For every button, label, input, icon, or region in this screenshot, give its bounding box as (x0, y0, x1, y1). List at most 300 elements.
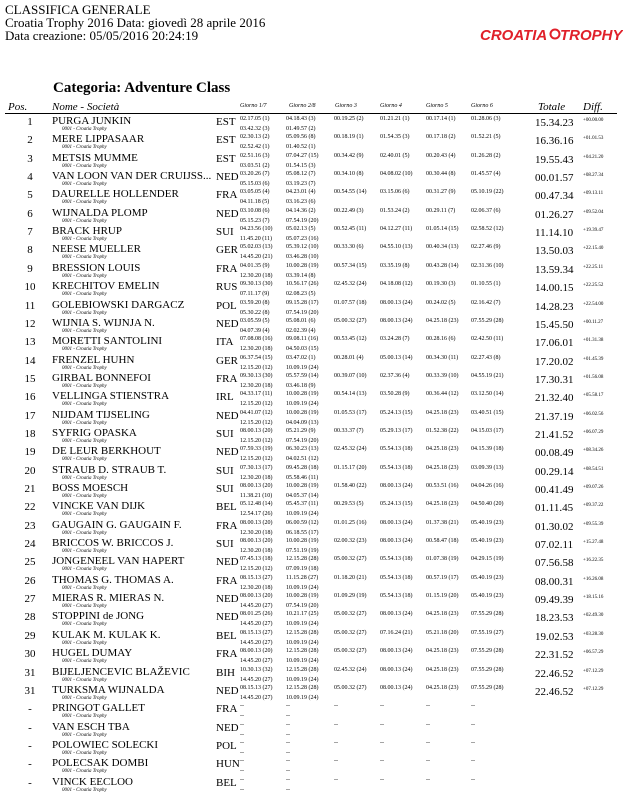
time-diff: +22.25.52 (583, 283, 604, 289)
split-time-d5: 05.21.18 (20) (426, 629, 459, 636)
country-code: EST (216, 134, 236, 147)
split-time-d1b: 04.11.18 (5) (240, 199, 270, 206)
total-time: 00.01.57 (535, 172, 574, 185)
team-name: GAUGAIN G. GAUGAIN F. (52, 518, 182, 531)
club-name: 0001 - Croatia Trophy (62, 218, 107, 224)
split-time-d2a: 12.15.28 (28) (286, 556, 319, 563)
split-time-d2a: -- (286, 703, 290, 710)
country-code: EST (216, 116, 236, 128)
col-day1: Giorno 1/7 (240, 103, 267, 109)
split-time-d1a: -- (240, 739, 244, 746)
country-code: FRA (216, 703, 238, 716)
split-time-d2a: 10.00.28 (19) (286, 391, 319, 398)
split-time-d1a: 08.15.13 (27) (240, 684, 273, 691)
total-time: 14.28.23 (535, 300, 574, 313)
club-name: 0001 - Croatia Trophy (62, 549, 107, 555)
team-name: BIJELJENCEVIC BLAŽEVIC (52, 665, 190, 678)
split-time-d1b: 12.15.20 (12) (240, 437, 273, 444)
split-time-d5: 00.30.44 (8) (426, 171, 456, 178)
split-time-d6: -- (471, 739, 475, 746)
country-code: EST (216, 152, 236, 165)
split-time-d5: 04.25.18 (23) (426, 684, 459, 691)
table-row (0, 721, 623, 741)
time-diff: +00.11.27 (583, 319, 604, 325)
col-day6: Giorno 6 (471, 103, 493, 109)
split-time-d5: 04.25.18 (23) (426, 666, 459, 673)
creation-date: Data creazione: 05/05/2016 20:24:19 (5, 28, 199, 43)
country-code: NED (216, 317, 239, 330)
split-time-d1b: 12.15.20 (12) (240, 566, 273, 573)
split-time-d6: -- (471, 721, 475, 728)
split-time-d1a: 08.00.13 (20) (240, 483, 273, 489)
club-name: 0001 - Croatia Trophy (62, 769, 107, 775)
total-time: 21.32.40 (535, 392, 574, 405)
position: 9 (27, 262, 33, 275)
position: 10 (24, 281, 36, 294)
split-time-d3: 00.34.10 (8) (334, 171, 364, 178)
country-code: FRA (216, 262, 238, 275)
split-time-d2a: 12.15.28 (28) (286, 684, 319, 691)
split-time-d1b: -- (240, 768, 244, 775)
split-time-d1b: 07.11.17 (9) (240, 291, 270, 298)
split-time-d2b: 07.54.19 (20) (286, 437, 319, 444)
table-row (0, 354, 623, 374)
table-row (0, 225, 623, 245)
split-time-d1a: 07.45.13 (18) (240, 556, 273, 563)
position: 24 (24, 538, 36, 551)
split-time-d6: 02.42.50 (11) (471, 336, 504, 343)
time-diff: +01.56.08 (583, 374, 604, 380)
time-diff: +06.57.29 (583, 650, 604, 656)
split-time-d6: -- (471, 703, 475, 710)
report-title: CLASSIFICA GENERALE (5, 2, 151, 17)
split-time-d2a: 06.30.23 (13) (286, 446, 319, 453)
split-time-d2b: 02.08.23 (5) (286, 291, 316, 298)
split-time-d2b: -- (286, 713, 290, 720)
country-code: FRA (216, 574, 238, 587)
table-row (0, 152, 623, 172)
split-time-d1a: 03.10.08 (6) (240, 207, 270, 214)
split-time-d1a: -- (240, 758, 244, 765)
report-header (5, 3, 265, 42)
split-time-d2a: 09.08.11 (16) (286, 336, 319, 343)
position: 2 (27, 134, 33, 147)
split-time-d2b: 10.09.19 (24) (286, 621, 319, 628)
split-time-d1a: 03.05.05 (4) (240, 189, 270, 196)
table-row (0, 519, 623, 539)
total-time: 21.41.52 (535, 428, 574, 441)
split-time-d5: -- (426, 703, 430, 710)
split-time-d2a: -- (286, 776, 290, 783)
split-time-d1a: 03.05.59 (5) (240, 317, 270, 324)
position: 13 (24, 336, 36, 349)
split-time-d1a: 08.15.13 (27) (240, 629, 273, 636)
split-time-d6: 05.40.19 (23) (471, 538, 504, 545)
split-time-d6: 05.40.19 (23) (471, 519, 504, 526)
split-time-d4: 05.54.13 (18) (380, 464, 413, 471)
country-code: SUI (216, 427, 234, 440)
club-name: 0001 - Croatia Trophy (62, 237, 107, 243)
split-time-d6: 01.28.06 (3) (471, 116, 501, 122)
club-name: 0001 - Croatia Trophy (62, 677, 107, 683)
split-time-d2a: 05.57.59 (14) (286, 372, 319, 379)
split-time-d3: 02.00.32 (23) (334, 538, 367, 545)
country-code: SUI (216, 483, 234, 495)
position: 28 (24, 611, 36, 624)
split-time-d1b: 04.07.39 (4) (240, 327, 270, 334)
position: 14 (24, 354, 36, 367)
split-time-d1a: 03.20.26 (7) (240, 171, 270, 178)
split-time-d1a: -- (240, 703, 244, 710)
split-time-d2a: 12.15.28 (28) (286, 648, 319, 655)
total-time: 18.23.53 (535, 612, 574, 625)
club-name: 0001 - Croatia Trophy (62, 475, 107, 481)
split-time-d2a: 07.04.27 (15) (286, 152, 319, 159)
split-time-d5: 01.07.38 (19) (426, 556, 459, 563)
table-row (0, 629, 623, 649)
team-name: BRACK HRUP (52, 225, 122, 238)
split-time-d2b: 04.04.09 (13) (286, 419, 319, 426)
split-time-d1b: -- (240, 731, 244, 738)
country-code: NED (216, 446, 239, 459)
split-time-d4: 03.35.19 (8) (380, 262, 410, 269)
split-time-d2a: 12.15.28 (28) (286, 666, 319, 673)
split-time-d6: 07.55.29 (28) (471, 648, 504, 655)
split-time-d4: -- (380, 758, 384, 765)
split-time-d1a: 07.30.13 (17) (240, 464, 273, 471)
split-time-d6: 02.16.42 (7) (471, 299, 501, 306)
split-time-d3: 00.19.25 (2) (334, 116, 364, 122)
split-time-d2b: 05.07.23 (16) (286, 236, 319, 243)
total-time: 00.29.14 (535, 465, 574, 478)
split-time-d2b: 10.09.19 (24) (286, 584, 319, 591)
split-time-d6: 04.55.19 (21) (471, 372, 504, 379)
split-time-d1b: 14.45.20 (27) (240, 603, 273, 610)
split-time-d1b: 12.15.20 (12) (240, 419, 273, 426)
position: 31 (24, 666, 36, 679)
split-time-d4: 08.00.13 (24) (380, 519, 413, 526)
time-diff: +01.01.53 (583, 136, 604, 142)
split-time-d5: 00.33.39 (10) (426, 372, 459, 379)
split-time-d1a: 08.01.25 (26) (240, 611, 273, 618)
split-time-d6: 04.50.40 (20) (471, 501, 504, 508)
position: 30 (24, 648, 36, 661)
country-code: NED (216, 207, 239, 220)
team-name: VAN LOON VAN DER CRUIJSS... (52, 170, 212, 183)
split-time-d1b: 03.42.32 (3) (240, 126, 270, 132)
split-time-d2a: 10.00.28 (19) (286, 538, 319, 545)
split-time-d2b: 01.49.57 (2) (286, 126, 316, 132)
split-time-d1b: -- (240, 713, 244, 720)
table-row (0, 115, 623, 135)
table-row (0, 170, 623, 190)
split-time-d1b: -- (240, 749, 244, 756)
table-row (0, 574, 623, 594)
split-time-d4: 03.50.28 (9) (380, 391, 410, 398)
split-time-d2b: 03.39.14 (8) (286, 272, 316, 279)
split-time-d3: 02.45.32 (24) (334, 446, 367, 453)
split-time-d5: 00.53.51 (16) (426, 483, 459, 489)
table-row (0, 409, 623, 429)
position: 1 (27, 116, 33, 128)
total-time: 21.37.19 (535, 410, 574, 423)
split-time-d2b: 03.46.28 (10) (286, 254, 319, 261)
club-name: 0001 - Croatia Trophy (62, 567, 107, 573)
split-time-d6: 02.06.37 (6) (471, 207, 501, 214)
table-row (0, 390, 623, 410)
table-row (0, 482, 623, 502)
team-name: THOMAS G. THOMAS A. (52, 573, 174, 586)
split-time-d4: -- (380, 703, 384, 710)
position: 29 (24, 629, 36, 642)
split-time-d5: 00.31.27 (9) (426, 189, 456, 196)
split-time-d2b: 01.40.52 (1) (286, 144, 316, 151)
split-time-d1a: -- (240, 721, 244, 728)
split-time-d5: 00.20.43 (4) (426, 152, 456, 159)
split-time-d1b: 12.54.17 (26) (240, 511, 273, 518)
time-diff: +09.07.26 (583, 485, 604, 490)
club-name: 0001 - Croatia Trophy (62, 714, 107, 720)
club-name: 0001 - Croatia Trophy (62, 420, 107, 426)
split-time-d3: -- (334, 776, 338, 783)
table-row (0, 702, 623, 722)
time-diff: +07.12.29 (583, 686, 604, 692)
club-name: 0001 - Croatia Trophy (62, 347, 107, 353)
split-time-d1b: 14.45.20 (27) (240, 621, 273, 628)
team-name: JONGENEEL VAN HAPERT (52, 555, 185, 568)
country-code: GER (216, 354, 238, 367)
country-code: SUI (216, 226, 234, 239)
position: 15 (24, 372, 36, 385)
split-time-d1b: 14.45.20 (21) (240, 254, 273, 261)
club-name: 0001 - Croatia Trophy (62, 127, 107, 132)
split-time-d1b: 12.15.20 (12) (240, 364, 273, 371)
time-diff: +08.34.26 (583, 448, 604, 454)
time-diff: +22.54.00 (583, 301, 604, 307)
split-time-d5: 00.34.30 (11) (426, 354, 459, 361)
split-time-d1a: 05.12.48 (14) (240, 501, 273, 508)
table-row (0, 280, 623, 300)
split-time-d2a: 12.15.28 (28) (286, 629, 319, 636)
split-time-d2b: 05.58.46 (11) (286, 474, 319, 481)
split-time-d2a: 04.18.43 (3) (286, 116, 316, 122)
country-code: BEL (216, 629, 237, 642)
club-name: 0001 - Croatia Trophy (62, 163, 107, 169)
split-time-d1a: 08.00.13 (20) (240, 519, 273, 526)
split-time-d2b: 03.19.23 (7) (286, 181, 316, 188)
country-code: FRA (216, 519, 238, 532)
team-name: KULAK M. KULAK K. (52, 628, 161, 641)
split-time-d1b: -- (240, 786, 244, 793)
split-time-d2b: -- (286, 731, 290, 738)
split-time-d3: 00.52.45 (11) (334, 226, 367, 233)
position: 22 (24, 501, 36, 514)
split-time-d2b: 01.54.15 (3) (286, 162, 316, 169)
country-code: SUI (216, 464, 234, 477)
split-time-d3: 00.28.01 (4) (334, 354, 364, 361)
split-time-d3: 01.18.20 (21) (334, 574, 367, 581)
time-diff: +01.31.38 (583, 338, 604, 344)
split-time-d1a: 02.30.13 (2) (240, 134, 270, 141)
position: 8 (27, 244, 33, 257)
club-name: 0001 - Croatia Trophy (62, 494, 107, 499)
split-time-d3: 00.39.07 (10) (334, 372, 367, 379)
split-time-d4: 05.29.13 (17) (380, 427, 413, 434)
split-time-d6: 02.58.52 (12) (471, 226, 504, 233)
team-name: MIERAS R. MIERAS N. (52, 592, 165, 605)
split-time-d1a: 02.51.16 (3) (240, 152, 270, 159)
total-time: 13.50.03 (535, 245, 574, 258)
club-name: 0001 - Croatia Trophy (62, 640, 107, 646)
split-time-d3: 00.54.14 (13) (334, 391, 367, 398)
split-time-d2a: 05.08.12 (7) (286, 171, 316, 178)
table-row (0, 610, 623, 630)
split-time-d1a: 04.41.07 (12) (240, 409, 273, 416)
table-row (0, 757, 623, 777)
split-time-d5: 00.17.18 (2) (426, 134, 456, 141)
time-diff: +15.27.48 (583, 540, 604, 546)
split-time-d1a: 07.08.08 (16) (240, 336, 273, 343)
team-name: NIJDAM TIJSELING (52, 408, 150, 421)
split-time-d4: -- (380, 721, 384, 728)
split-time-d1b: 14.45.20 (27) (240, 694, 273, 701)
table-row (0, 317, 623, 337)
split-time-d6: -- (471, 776, 475, 783)
split-time-d4: 01.54.35 (3) (380, 134, 410, 141)
split-time-d2b: 10.09.19 (24) (286, 658, 319, 665)
team-name: GOLEBIOWSKI DARGACZ (52, 298, 185, 311)
total-time: 19.55.43 (535, 153, 574, 166)
logo-text: CROATIA (480, 27, 548, 44)
split-time-d4: 04.55.10 (13) (380, 244, 413, 251)
split-time-d3: 01.15.17 (20) (334, 464, 367, 471)
position: - (28, 739, 32, 752)
time-diff: +16.22.35 (583, 558, 604, 564)
split-time-d4: 02.37.36 (4) (380, 372, 410, 379)
header-divider (5, 113, 617, 114)
country-code: RUS (216, 281, 238, 294)
table-row (0, 372, 623, 392)
split-time-d2a: 10.00.28 (19) (286, 483, 319, 489)
club-name: 0001 - Croatia Trophy (62, 328, 107, 334)
split-time-d4: 03.15.06 (6) (380, 189, 410, 196)
split-time-d4: 05.24.13 (15) (380, 409, 413, 416)
position: 18 (24, 427, 36, 440)
split-time-d3: -- (334, 739, 338, 746)
club-name: 0001 - Croatia Trophy (62, 145, 107, 151)
split-time-d3: 05.00.32 (27) (334, 317, 367, 324)
total-time: 16.36.16 (535, 135, 574, 148)
split-time-d2a: 09.45.28 (18) (286, 464, 319, 471)
split-time-d2a: 10.00.28 (19) (286, 593, 319, 600)
team-name: PURGA JUNKIN (52, 115, 132, 127)
col-day3: Giorno 3 (335, 103, 357, 109)
split-time-d1b: 14.45.20 (27) (240, 676, 273, 683)
table-row (0, 335, 623, 355)
split-time-d1b: 12.30.20 (18) (240, 346, 273, 353)
table-row (0, 666, 623, 686)
split-time-d2b: 07.54.19 (20) (286, 309, 319, 316)
split-time-d1a: 10.30.13 (32) (240, 666, 273, 673)
club-name: 0001 - Croatia Trophy (62, 512, 107, 518)
table-row (0, 739, 623, 759)
split-time-d2a: -- (286, 739, 290, 746)
split-time-d2b: 10.09.19 (24) (286, 364, 319, 371)
split-time-d1a: 08.00.13 (20) (240, 593, 273, 600)
split-time-d5: 00.36.44 (12) (426, 391, 459, 398)
country-code: ITA (216, 336, 234, 349)
position: 7 (27, 226, 33, 239)
split-time-d5: 04.25.18 (23) (426, 611, 459, 618)
country-code: NED (216, 556, 239, 569)
position: - (28, 758, 32, 771)
team-name: POLECSAK DOMBI (52, 757, 149, 770)
total-time: 14.00.15 (535, 282, 574, 295)
club-name: 0001 - Croatia Trophy (62, 457, 107, 463)
split-time-d1a: 05.02.03 (13) (240, 244, 273, 251)
split-time-d4: 04.12.27 (11) (380, 226, 413, 233)
split-time-d2a: 10.21.17 (25) (286, 611, 319, 618)
team-name: HUGEL DUMAY (52, 647, 133, 660)
split-time-d4: 01.53.24 (2) (380, 207, 410, 214)
split-time-d6: 05.40.19 (23) (471, 574, 504, 581)
country-code: IRL (216, 391, 234, 404)
split-time-d3: 00.33.30 (6) (334, 244, 364, 251)
country-code: NED (216, 721, 239, 734)
split-time-d4: 02.40.01 (5) (380, 152, 410, 159)
split-time-d3: 01.07.57 (18) (334, 299, 367, 306)
split-time-d3: -- (334, 721, 338, 728)
team-name: BOSS MOESCH (52, 482, 129, 494)
split-time-d2b: -- (286, 749, 290, 756)
split-time-d3: -- (334, 703, 338, 710)
split-time-d3: 00.57.34 (15) (334, 262, 367, 269)
split-time-d6: 04.15.03 (17) (471, 427, 504, 434)
time-diff: +08.54.51 (583, 466, 604, 472)
split-time-d3: 00.34.42 (9) (334, 152, 364, 159)
position: 3 (27, 152, 33, 165)
split-time-d6: 03.12.50 (14) (471, 391, 504, 398)
split-time-d4: 04.18.08 (12) (380, 281, 413, 288)
split-time-d1a: 07.59.33 (19) (240, 446, 273, 453)
split-time-d3: 02.45.32 (24) (334, 281, 367, 288)
split-time-d4: 05.24.13 (15) (380, 501, 413, 508)
split-time-d1a: 04.23.56 (10) (240, 226, 273, 233)
time-diff: +01.45.39 (583, 356, 604, 362)
total-time: 11.14.10 (535, 227, 574, 240)
club-name: 0001 - Croatia Trophy (62, 383, 107, 389)
table-row (0, 555, 623, 575)
split-time-d2a: -- (286, 758, 290, 765)
split-time-d2a: 05.21.29 (9) (286, 427, 316, 434)
country-code: GER (216, 244, 238, 257)
table-row (0, 427, 623, 447)
split-time-d2b: 10.09.19 (24) (286, 639, 319, 646)
split-time-d2b: -- (286, 786, 290, 793)
split-time-d1a: 08.15.13 (27) (240, 574, 273, 581)
team-name: DAURELLE HOLLENDER (52, 188, 179, 201)
table-row (0, 464, 623, 484)
logo-text-trophy: TROPHY (560, 27, 623, 44)
club-name: 0001 - Croatia Trophy (62, 750, 107, 756)
country-code: NED (216, 684, 239, 697)
col-pos: Pos. (8, 101, 28, 113)
split-time-d4: 08.00.13 (24) (380, 299, 413, 306)
team-name: WIJNALDA PLOMP (52, 206, 148, 219)
split-time-d4: 04.08.02 (10) (380, 171, 413, 178)
split-time-d2b: 10.09.19 (24) (286, 694, 319, 701)
split-time-d2a: 05.09.56 (8) (286, 134, 316, 141)
